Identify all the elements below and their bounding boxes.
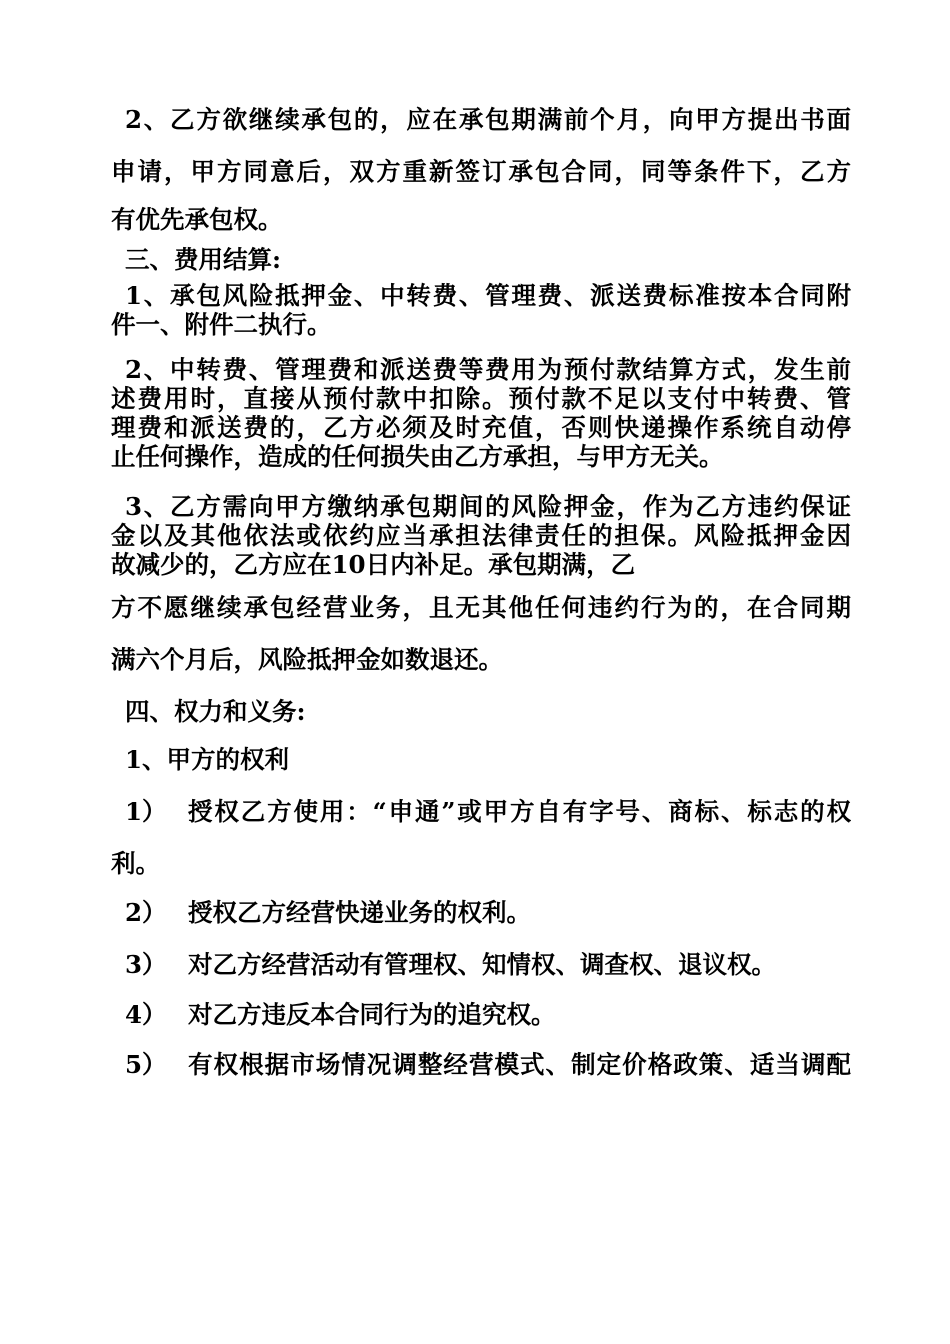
paragraph-line: 满六个月后，风险抵押金如数退还。 <box>111 645 503 674</box>
list-item-number: 3） <box>125 950 167 979</box>
paragraph-line: 理费和派送费的，乙方必须及时充值，否则快递操作系统自动停 <box>111 413 851 442</box>
list-item-text: 对乙方违反本合同行为的追究权。 <box>188 1000 556 1029</box>
list-item-text: 有权根据市场情况调整经营模式、制定价格政策、适当调配 <box>188 1050 851 1079</box>
paragraph-line: 3、乙方需向甲方缴纳承包期间的风险押金，作为乙方违约保证 <box>125 492 851 521</box>
paragraph-line: 述费用时，直接从预付款中扣除。预付款不足以支付中转费、管 <box>111 384 851 413</box>
paragraph-line: 止任何操作，造成的任何损失由乙方承担，与甲方无关。 <box>111 442 724 471</box>
list-item-number: 1） <box>125 797 167 826</box>
list-item-number: 5） <box>125 1050 167 1079</box>
paragraph-line: 有优先承包权。 <box>111 205 283 234</box>
list-item-text: 授权乙方使用：“申通”或甲方自有字号、商标、标志的权 <box>188 797 851 826</box>
paragraph-line: 故减少的，乙方应在10日内补足。承包期满，乙 <box>111 550 636 579</box>
list-item-text: 对乙方经营活动有管理权、知情权、调查权、退议权。 <box>188 950 776 979</box>
subsection-heading: 1、甲方的权利 <box>125 745 290 774</box>
list-item-continuation: 利。 <box>111 849 160 878</box>
paragraph-line: 申请，甲方同意后，双方重新签订承包合同，同等条件下，乙方 <box>111 157 851 186</box>
paragraph-line: 件一、附件二执行。 <box>111 310 332 339</box>
list-item-text: 授权乙方经营快递业务的权利。 <box>188 898 531 927</box>
section-heading: 四、权力和义务: <box>125 697 306 726</box>
paragraph-line: 金以及其他依法或依约应当承担法律责任的担保。风险抵押金因 <box>111 521 851 550</box>
list-item-number: 4） <box>125 1000 167 1029</box>
list-item-number: 2） <box>125 898 167 927</box>
paragraph-line: 2、中转费、管理费和派送费等费用为预付款结算方式，发生前 <box>125 355 851 384</box>
paragraph-line: 1、承包风险抵押金、中转费、管理费、派送费标准按本合同附 <box>125 281 851 310</box>
section-heading: 三、费用结算: <box>125 245 282 274</box>
paragraph-line: 方不愿继续承包经营业务，且无其他任何违约行为的，在合同期 <box>111 593 851 622</box>
paragraph-line: 2、乙方欲继续承包的，应在承包期满前个月，向甲方提出书面 <box>125 105 851 134</box>
